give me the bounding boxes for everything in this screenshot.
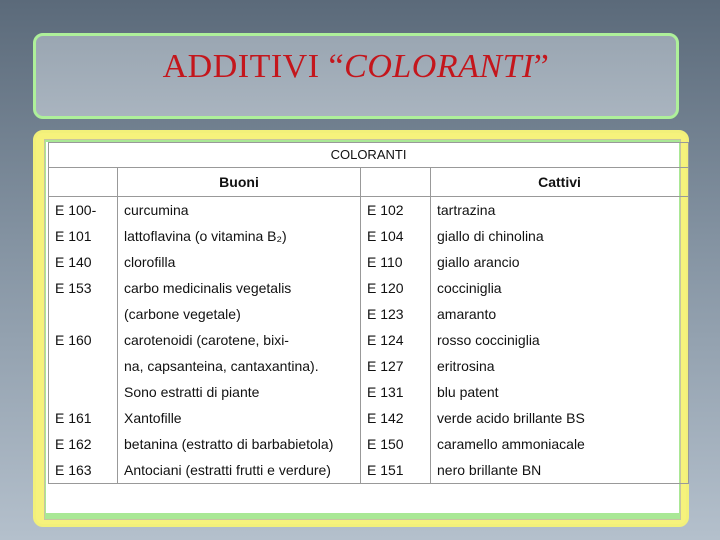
title-close: ” [533, 48, 550, 85]
cell-gcode [49, 301, 118, 327]
header-blank-right [361, 168, 431, 197]
table-row [49, 457, 689, 484]
cell-bname: giallo arancio [431, 249, 689, 275]
cell-gname: carbo medicinalis vegetalis [118, 275, 361, 301]
cell-gcode: E 100- [49, 197, 118, 224]
cell-gcode: E 160 [49, 327, 118, 353]
cell-bcode: E 120 [361, 275, 431, 301]
cell-bcode: E 102 [361, 197, 431, 224]
header-good: Buoni [118, 168, 361, 197]
cell-bcode: E 123 [361, 301, 431, 327]
cell-gcode: E 163 [49, 457, 118, 484]
table-row [49, 353, 689, 379]
title-box [33, 33, 679, 119]
cell-bcode: E 104 [361, 223, 431, 249]
cell-bname: caramello ammoniacale [431, 431, 689, 457]
content-inner [44, 139, 681, 520]
cell-gname: (carbone vegetale) [118, 301, 361, 327]
cell-gname: betanina (estratto di barbabietola) [118, 431, 361, 457]
cell-bcode: E 142 [361, 405, 431, 431]
cell-gname: Sono estratti di piante [118, 379, 361, 405]
cell-gcode: E 162 [49, 431, 118, 457]
header-bad: Cattivi [431, 168, 689, 197]
cell-bname: amaranto [431, 301, 689, 327]
cell-bcode: E 151 [361, 457, 431, 484]
cell-bname: tartrazina [431, 197, 689, 224]
cell-bname: nero brillante BN [431, 457, 689, 484]
cell-gname: Xantofille [118, 405, 361, 431]
title-main: ADDITIVI “ [162, 48, 345, 85]
table-caption: COLORANTI [49, 143, 689, 168]
cell-gcode: E 161 [49, 405, 118, 431]
cell-bcode: E 150 [361, 431, 431, 457]
cell-gcode: E 101 [49, 223, 118, 249]
cell-bname: verde acido brillante BS [431, 405, 689, 431]
cell-bcode: E 124 [361, 327, 431, 353]
cell-gcode: E 140 [49, 249, 118, 275]
table-row [49, 249, 689, 275]
cell-bname: eritrosina [431, 353, 689, 379]
cell-bcode: E 127 [361, 353, 431, 379]
table-row [49, 379, 689, 405]
cell-bname: cocciniglia [431, 275, 689, 301]
table-row [49, 405, 689, 431]
cell-gcode [49, 379, 118, 405]
table-row [49, 197, 689, 224]
cell-bname: rosso cocciniglia [431, 327, 689, 353]
coloranti-table [48, 142, 689, 484]
table-row [49, 327, 689, 353]
cell-gcode [49, 353, 118, 379]
cell-gname: lattoflavina (o vitamina B₂) [118, 223, 361, 249]
title-italic: COLORANTI [344, 48, 534, 85]
table-row [49, 431, 689, 457]
table-body [49, 197, 689, 484]
table-row [49, 223, 689, 249]
cell-gname: clorofilla [118, 249, 361, 275]
table-sheet [46, 142, 679, 513]
cell-gname: na, capsanteina, cantaxantina). [118, 353, 361, 379]
cell-bcode: E 131 [361, 379, 431, 405]
cell-gcode: E 153 [49, 275, 118, 301]
table-row [49, 275, 689, 301]
cell-bname: blu patent [431, 379, 689, 405]
slide-title [36, 48, 676, 86]
cell-gname: curcumina [118, 197, 361, 224]
cell-bcode: E 110 [361, 249, 431, 275]
header-blank-left [49, 168, 118, 197]
cell-gname: Antociani (estratti frutti e verdure) [118, 457, 361, 484]
cell-bname: giallo di chinolina [431, 223, 689, 249]
content-box [33, 130, 689, 527]
cell-gname: carotenoidi (carotene, bixi- [118, 327, 361, 353]
table-row [49, 301, 689, 327]
